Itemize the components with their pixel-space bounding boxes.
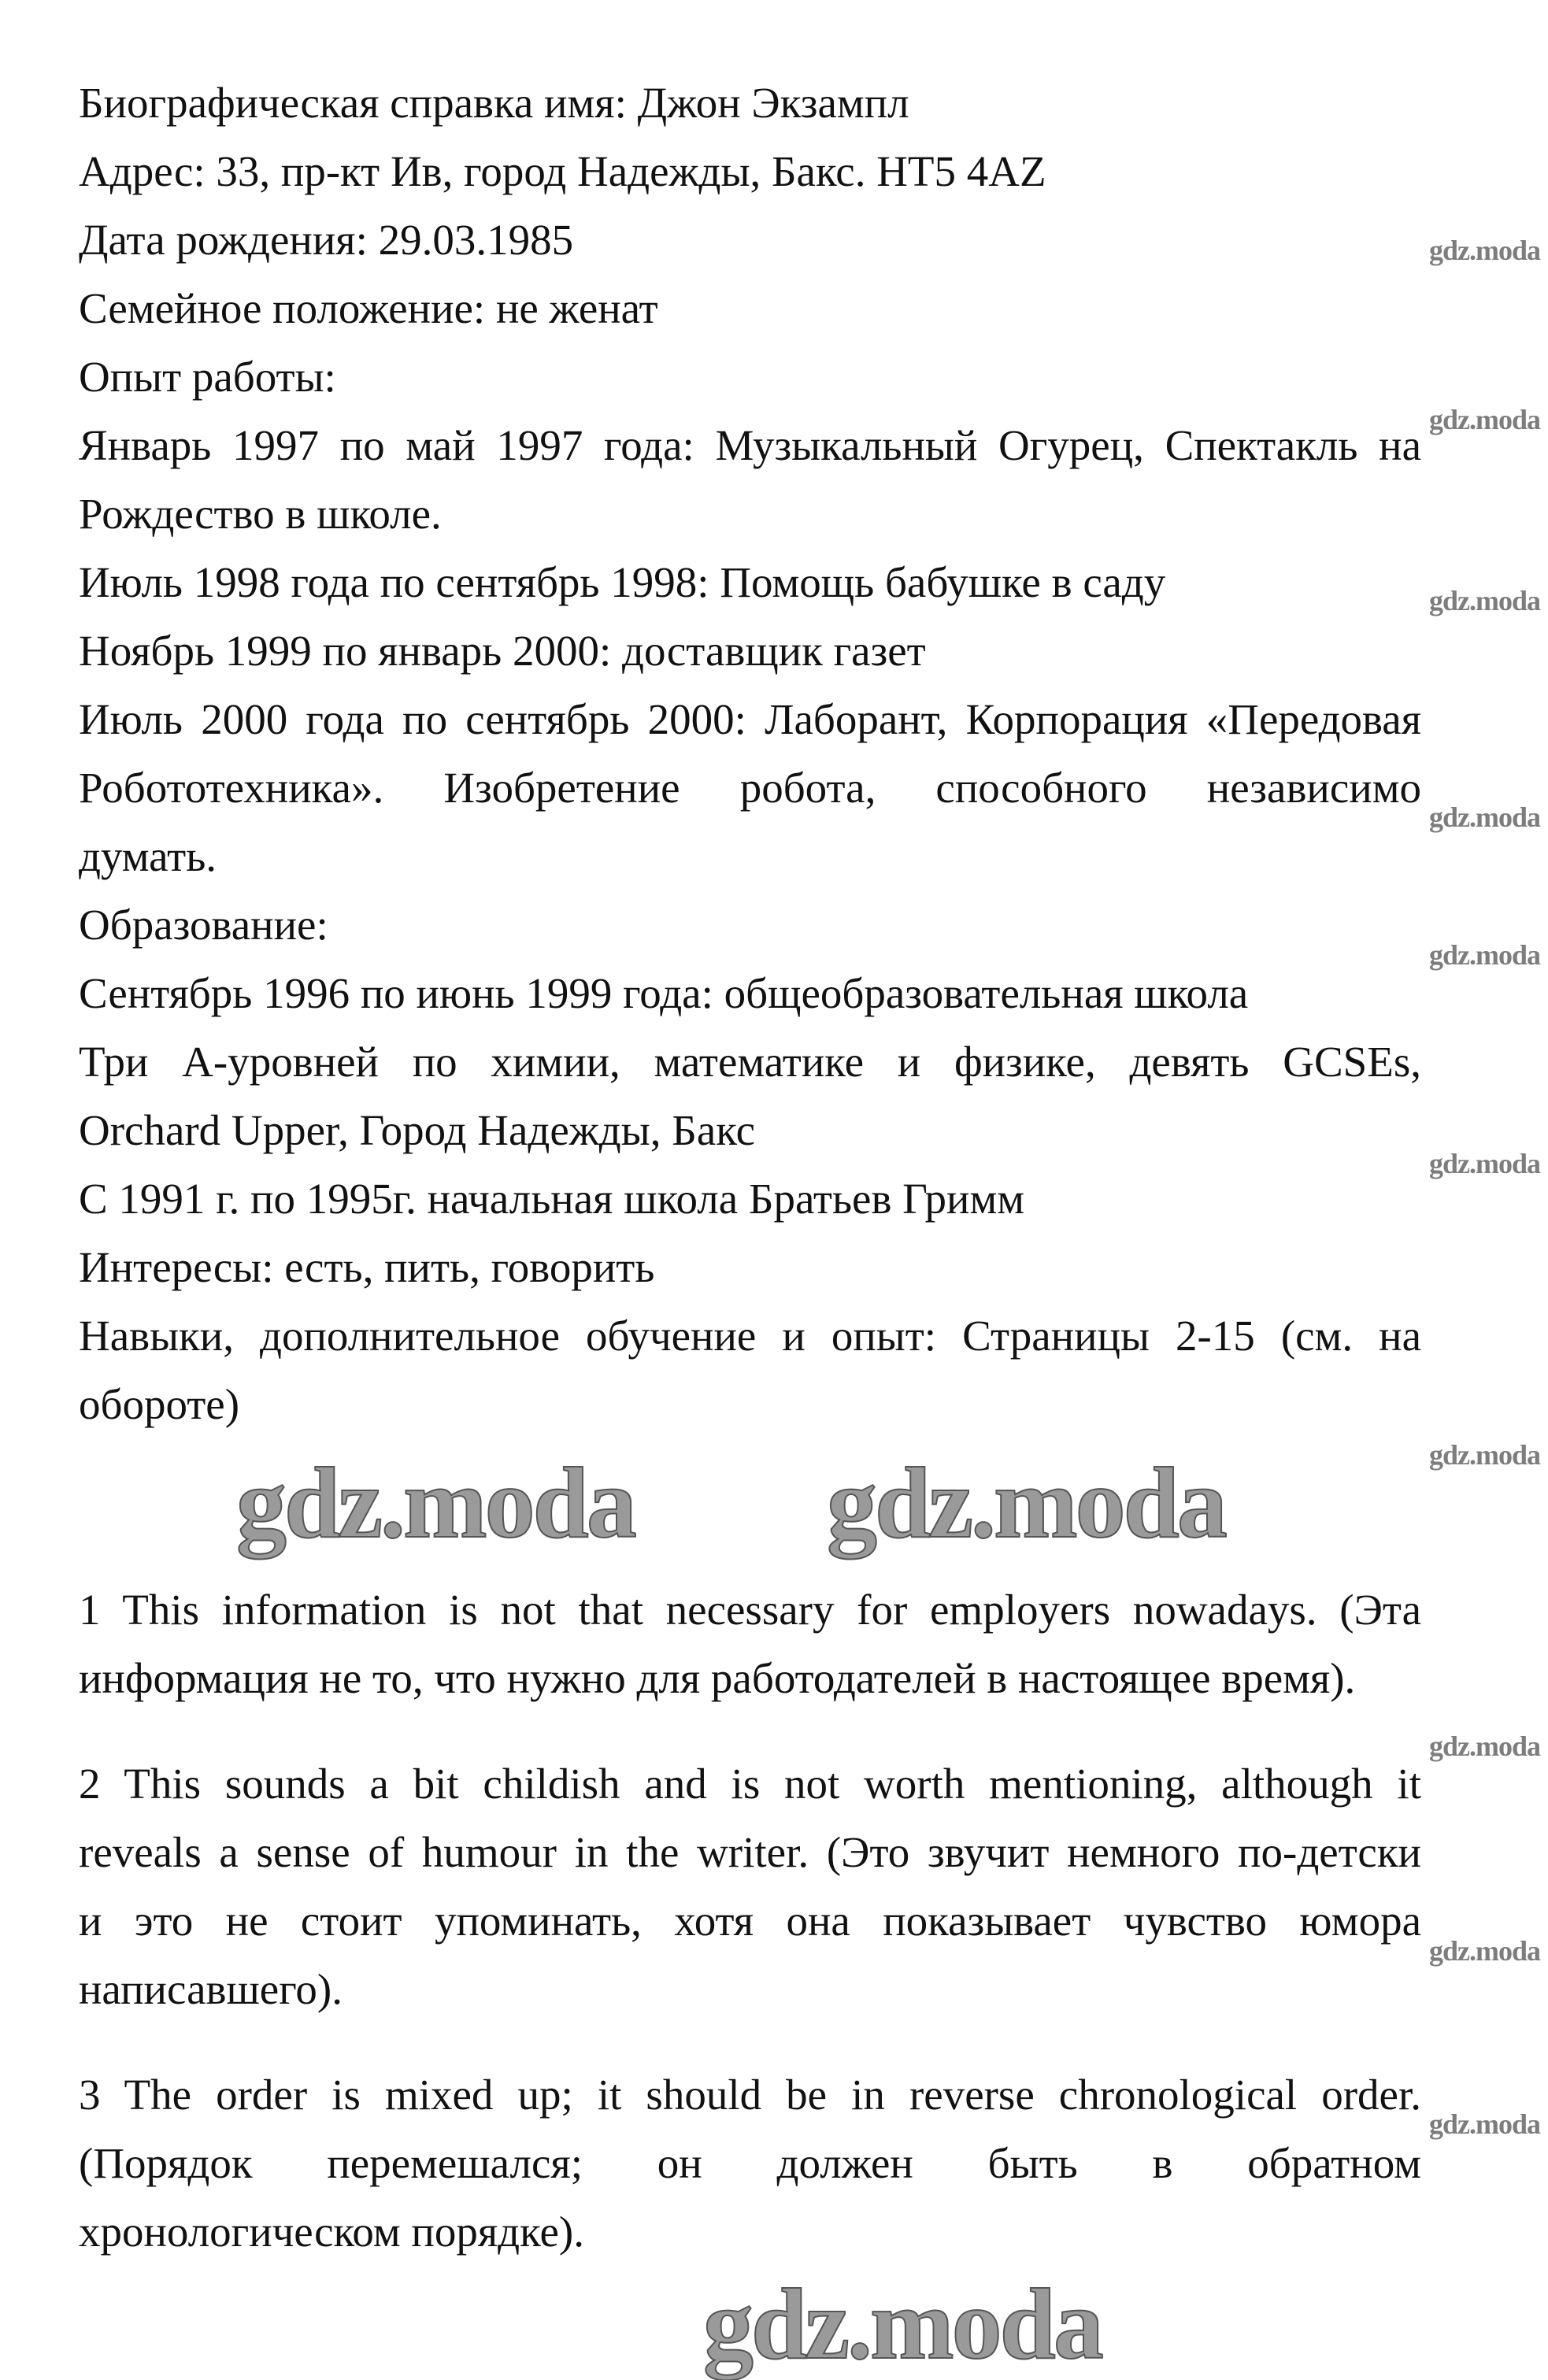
text-line: Ноябрь 1999 по январь 2000: доставщик газет: [79, 627, 926, 675]
resume-section: [79, 68, 1421, 1438]
text-line: Три А-уровней по химии, математике и физике, девять GCSEs,: [79, 1038, 1421, 1086]
text-line: Orchard Upper, Город Надежды, Бакс: [79, 1106, 755, 1154]
watermark: gdz.moda: [1429, 801, 1541, 833]
watermark-large: gdz.moda: [236, 1447, 635, 1559]
text-line: (Порядок перемешался; он должен быть в обратном: [79, 2139, 1421, 2187]
text-line: и это не стоит упоминать, хотя она показывает чувство юмора: [79, 1897, 1421, 1945]
text-line: Июль 1998 года по сентябрь 1998: Помощь бабушке в саду: [79, 558, 1166, 606]
text-line: обороте): [79, 1380, 240, 1428]
text-line: Сентябрь 1996 по июнь 1999 года: общеобразовательная школа: [79, 969, 1249, 1017]
text-line: 3 The order is mixed up; it should be in reverse chronological order.: [79, 2071, 1421, 2119]
note-paragraph: [79, 2060, 1421, 2266]
text-line: Образование:: [79, 901, 328, 949]
text-line: Дата рождения: 29.03.1985: [79, 216, 574, 264]
watermark: gdz.moda: [1429, 1439, 1541, 1471]
text-line: Опыт работы:: [79, 353, 336, 401]
text-line: Робототехника». Изобретение робота, способного независимо: [79, 764, 1421, 812]
document-body: [79, 68, 1421, 2303]
note-paragraph: [79, 1575, 1421, 1712]
text-line: С 1991 г. по 1995г. начальная школа Братьев Гримм: [79, 1175, 1025, 1223]
text-line: Биографическая справка имя: Джон Экзампл: [79, 79, 909, 127]
watermark: gdz.moda: [1429, 1730, 1541, 1762]
watermark: gdz.moda: [1429, 2108, 1541, 2140]
watermark: gdz.moda: [1429, 404, 1541, 435]
text-line: reveals a sense of humour in the writer. (Это звучит немного по-детски: [79, 1828, 1421, 1876]
watermark: gdz.moda: [1429, 235, 1541, 266]
note-paragraph: [79, 1749, 1421, 2023]
text-line: Интересы: есть, пить, говорить: [79, 1243, 655, 1291]
watermark: gdz.moda: [1429, 1148, 1541, 1179]
watermark: gdz.moda: [1429, 939, 1541, 971]
text-line: информация не то, что нужно для работодателей в настоящее время).: [79, 1654, 1356, 1702]
watermark-large: gdz.moda: [703, 2268, 1102, 2380]
text-line: Июль 2000 года по сентябрь 2000: Лаборант, Корпорация «Передовая: [79, 695, 1421, 743]
text-line: 1 This information is not that necessary for employers nowadays. (Эта: [79, 1586, 1421, 1634]
text-line: Рождество в школе.: [79, 490, 442, 538]
text-line: думать.: [79, 832, 217, 880]
watermark: gdz.moda: [1429, 585, 1541, 616]
text-line: 2 This sounds a bit childish and is not worth mentioning, although it: [79, 1760, 1421, 1808]
text-line: хронологическом порядке).: [79, 2208, 584, 2256]
text-line: Навыки, дополнительное обучение и опыт: Страницы 2-15 (см. на: [79, 1312, 1421, 1360]
watermark: gdz.moda: [1429, 1935, 1541, 1967]
text-line: Январь 1997 по май 1997 года: Музыкальный Огурец, Спектакль на: [79, 421, 1421, 469]
text-line: написавшего).: [79, 1965, 343, 2013]
watermark-large: gdz.moda: [827, 1447, 1225, 1559]
text-line: Адрес: 33, пр-кт Ив, город Надежды, Бакс. HT5 4AZ: [79, 147, 1046, 195]
notes-section: [79, 1575, 1421, 2266]
text-line: Семейное положение: не женат: [79, 284, 658, 332]
